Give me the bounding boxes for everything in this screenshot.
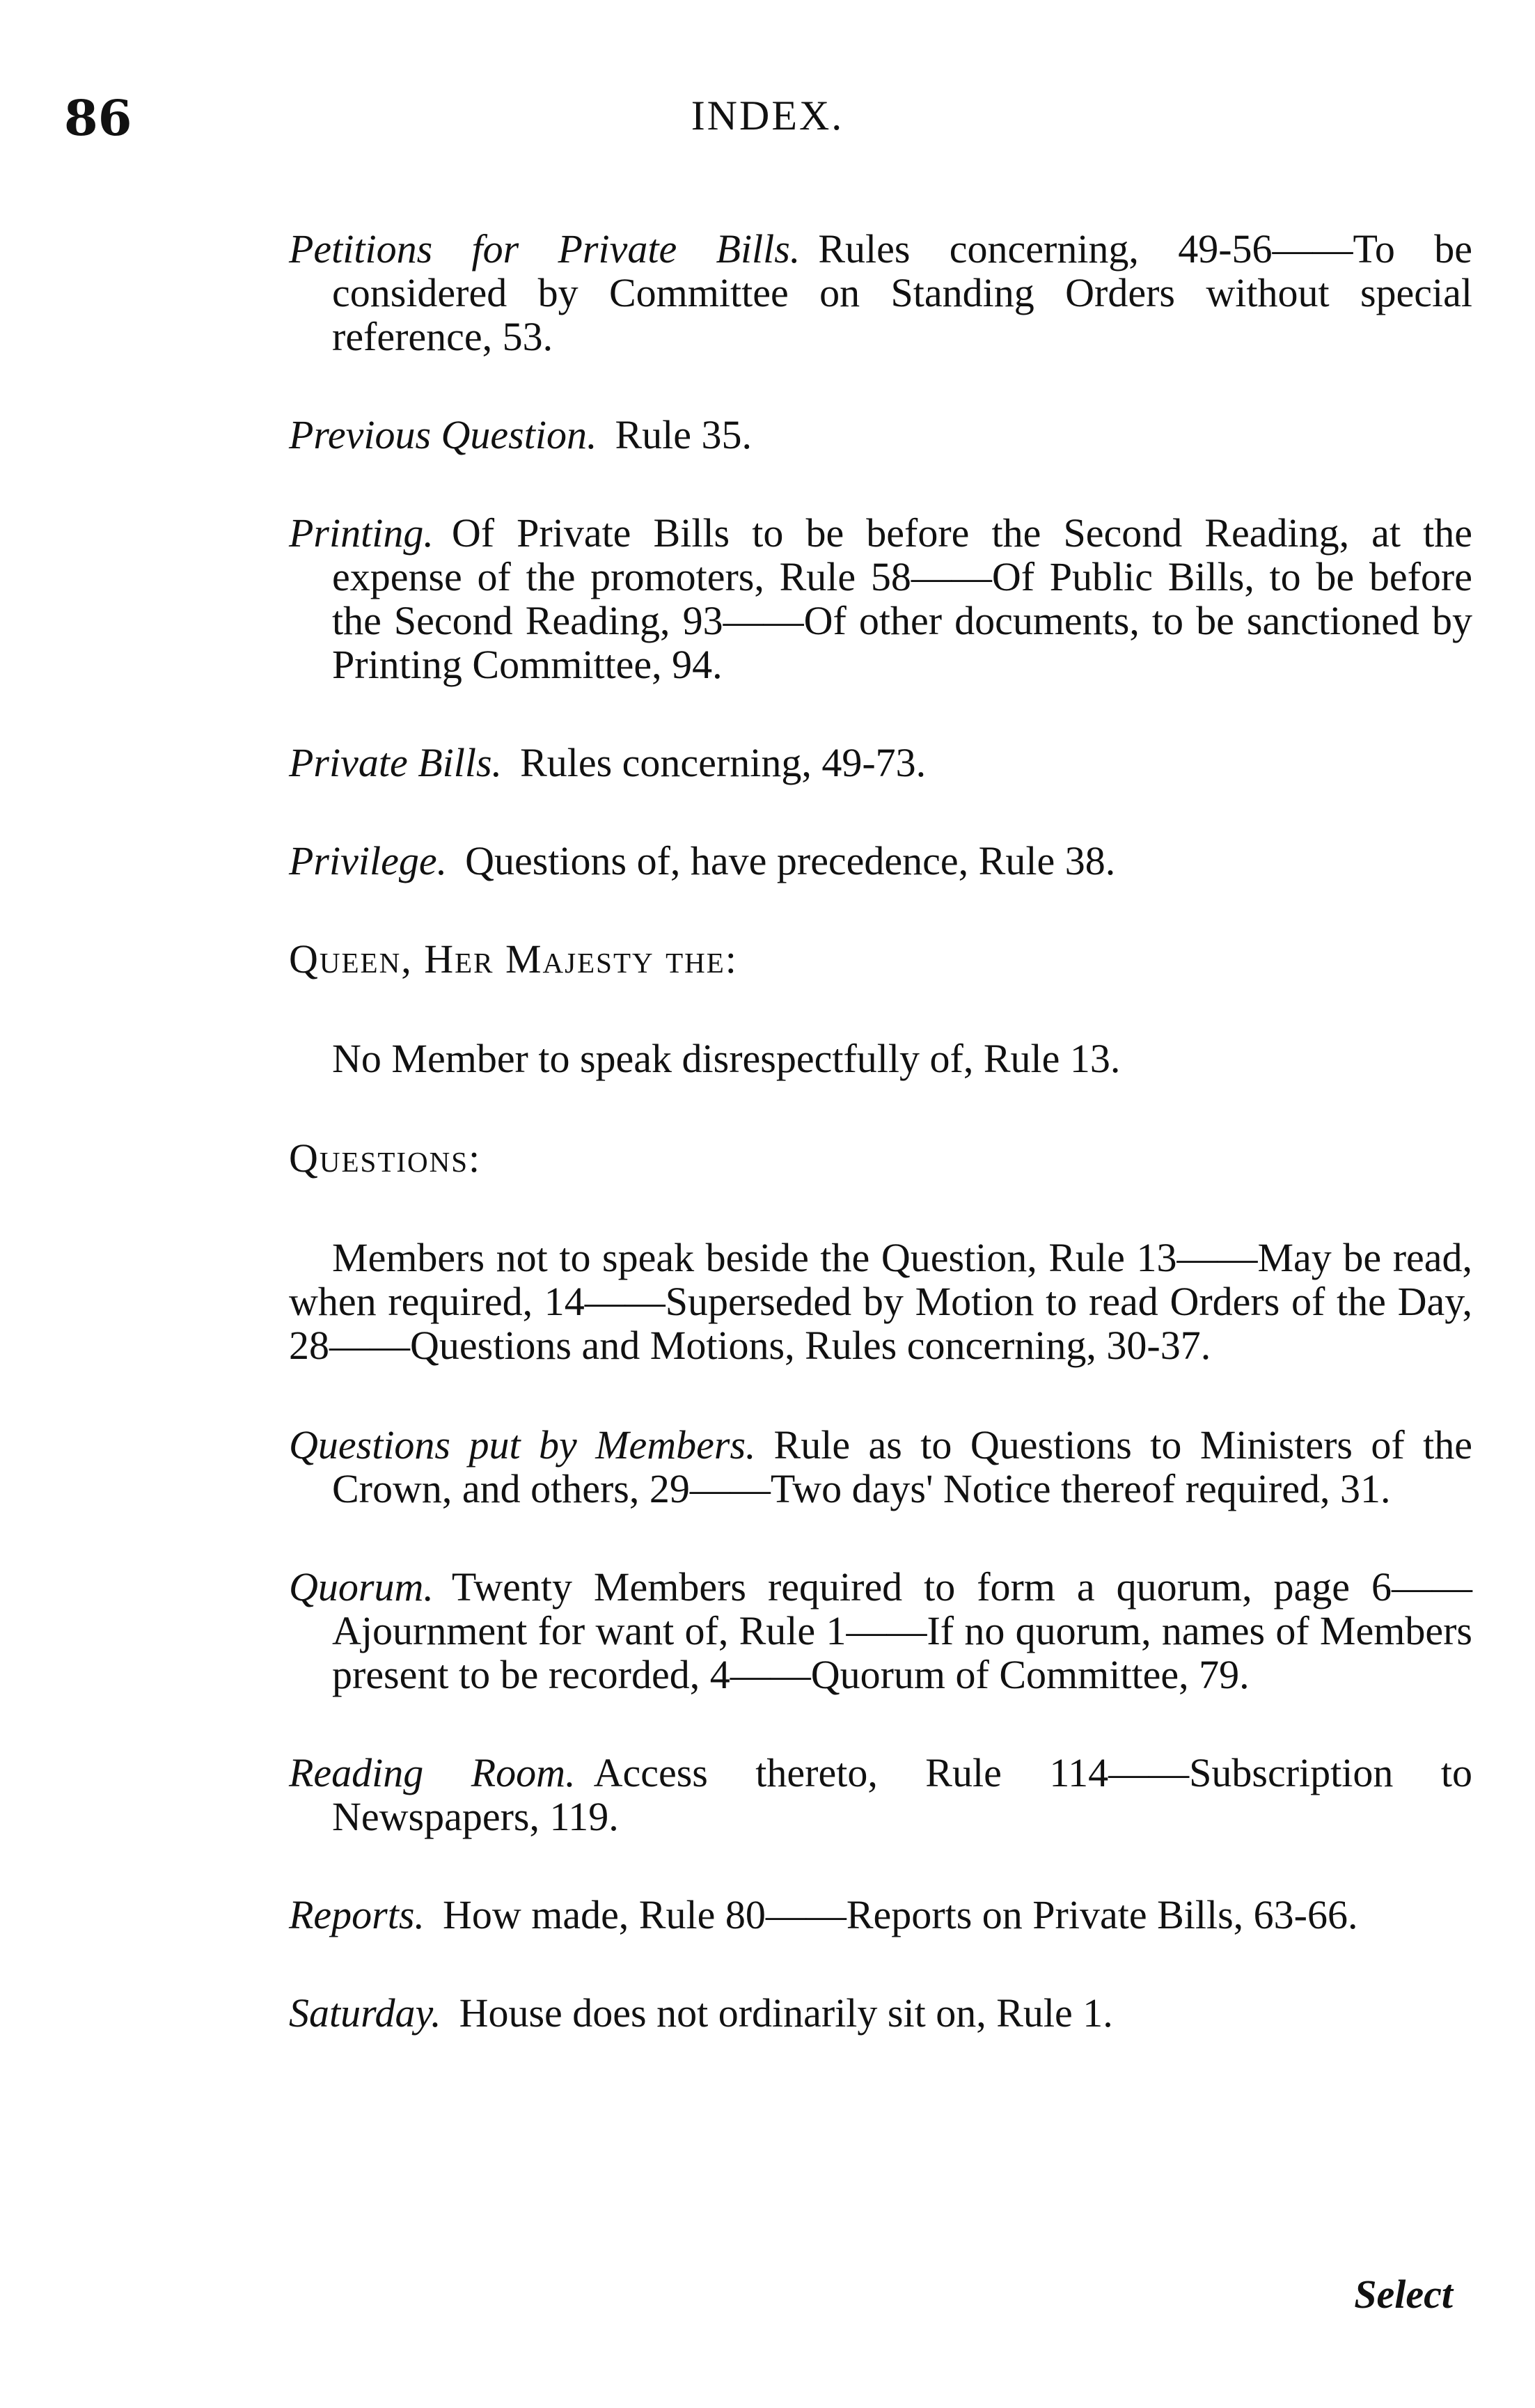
index-entry: [289, 1893, 1472, 1937]
index-entry: [289, 1751, 1472, 1839]
entry-text: Access thereto, Rule 114——Subscription to Newspapers, 119.: [332, 1750, 1472, 1839]
entry-heading: Quorum.: [289, 1564, 434, 1610]
catchword: Select: [1354, 2272, 1453, 2317]
index-entries: [289, 187, 1472, 2089]
index-entry: [289, 1991, 1472, 2035]
section-heading-questions: Questions:: [289, 1135, 482, 1181]
entry-heading: Previous Question.: [289, 412, 597, 457]
entry-text: Rules concerning, 49-56——To be considered by Committee on Standing Orders without special reference, 53.: [332, 226, 1472, 359]
running-head: INDEX.: [691, 93, 844, 139]
index-entry: [289, 227, 1472, 359]
section-heading-queen: Queen, Her Majesty the:: [289, 936, 738, 982]
queen-entry-text: No Member to speak disrespectfully of, Rule 13.: [332, 1036, 1121, 1081]
entry-text: Twenty Members required to form a quorum, page 6——Ajournment for want of, Rule 1——If no quorum, names of Members present to be recorded, 4——Quorum of Committee, 79.: [332, 1564, 1472, 1697]
entry-heading: Reports.: [289, 1892, 425, 1937]
questions-entry-text: Members not to speak beside the Question, Rule 13——May be read, when required, 14——Superseded by Motion to read Orders of the Day, 28——Questions and Motions, Rules concerning, 30-37.: [289, 1235, 1472, 1368]
entry-heading: Questions put by Members.: [289, 1422, 756, 1467]
index-entry: [289, 1423, 1472, 1511]
entry-heading: Saturday.: [289, 1990, 441, 2036]
entry-heading: Printing.: [289, 510, 434, 556]
index-entry: [289, 511, 1472, 686]
entry-text: Rules concerning, 49-73.: [520, 740, 927, 785]
entry-heading: Petitions for Private Bills.: [289, 226, 801, 272]
entry-heading: Private Bills.: [289, 740, 503, 785]
page-number: 86: [64, 89, 132, 147]
entry-text: Of Private Bills to be before the Second Reading, at the expense of the promoters, Rule 58——Of Public Bills, to be before the Second Reading, 93——Of other documents, to be sanctioned by Printing Committee, 94.: [332, 510, 1472, 687]
index-entry: [289, 413, 1472, 457]
entry-text: Rule 35.: [615, 412, 752, 457]
entry-heading: Reading Room.: [289, 1750, 576, 1795]
index-entry: [289, 839, 1472, 883]
entry-text: House does not ordinarily sit on, Rule 1.: [459, 1990, 1113, 2036]
index-entry: [289, 1565, 1472, 1697]
entry-text: Rule as to Questions to Ministers of the Crown, and others, 29——Two days' Notice thereof required, 31.: [332, 1422, 1473, 1511]
index-entry: [289, 741, 1472, 785]
entry-text: Questions of, have precedence, Rule 38.: [465, 838, 1116, 883]
entry-heading: Privilege.: [289, 838, 448, 883]
entry-text: How made, Rule 80——Reports on Private Bills, 63-66.: [442, 1892, 1358, 1937]
